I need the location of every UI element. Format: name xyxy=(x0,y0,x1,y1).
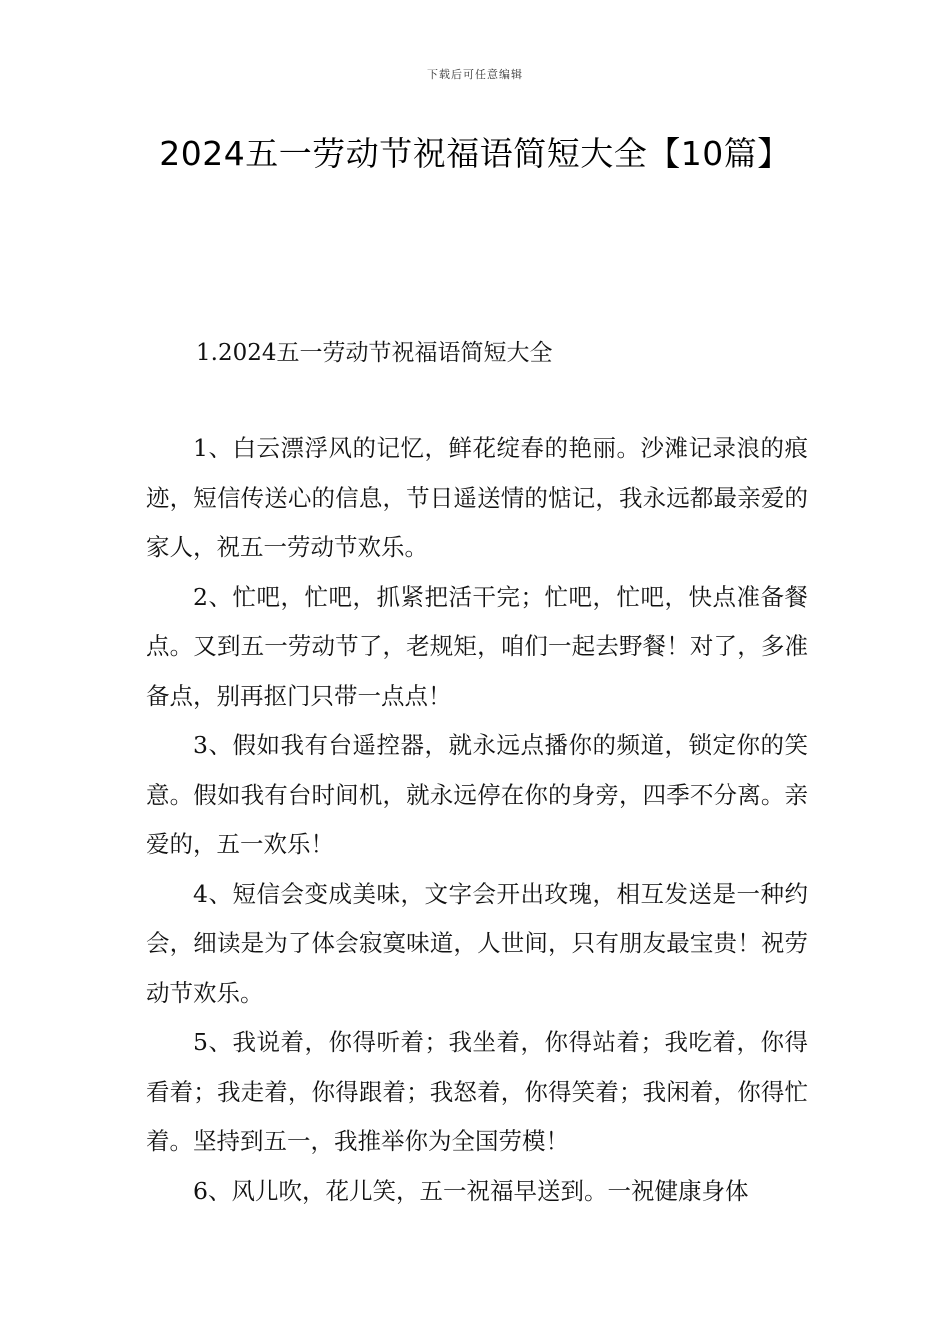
paragraph-4: 4、短信会变成美味，文字会开出玫瑰，相互发送是一种约会，细读是为了体会寂寞味道，人世间，只有朋友最宝贵！祝劳动节欢乐。 xyxy=(146,879,808,1007)
body-text xyxy=(146,424,808,1216)
paragraph-5: 5、我说着，你得听着；我坐着，你得站着；我吃着，你得看着；我走着，你得跟着；我怒着，你得笑着；我闲着，你得忙着。坚持到五一，我推举你为全国劳模！ xyxy=(146,1028,808,1155)
paragraph-1: 1、白云漂浮风的记忆，鲜花绽春的艳丽。沙滩记录浪的痕迹，短信传送心的信息，节日遥送情的惦记，我永远都最亲爱的家人，祝五一劳动节欢乐。 xyxy=(146,434,808,561)
paragraph-2: 2、忙吧，忙吧，抓紧把活干完；忙吧，忙吧，快点准备餐点。又到五一劳动节了，老规矩，咱们一起去野餐！对了，多准备点，别再抠门只带一点点！ xyxy=(146,582,808,710)
paragraph-3: 3、假如我有台遥控器，就永远点播你的频道，锁定你的笑意。假如我有台时间机，就永远停在你的身旁，四季不分离。亲爱的，五一欢乐！ xyxy=(146,731,808,858)
section-heading: 1.2024五一劳动节祝福语简短大全 xyxy=(196,340,553,366)
header-note: 下载后可任意编辑 xyxy=(427,68,523,81)
paragraph-6: 6、风儿吹，花儿笑，五一祝福早送到。一祝健康身体 xyxy=(193,1176,749,1205)
document-title: 2024五一劳动节祝福语简短大全【10篇】 xyxy=(159,134,791,173)
